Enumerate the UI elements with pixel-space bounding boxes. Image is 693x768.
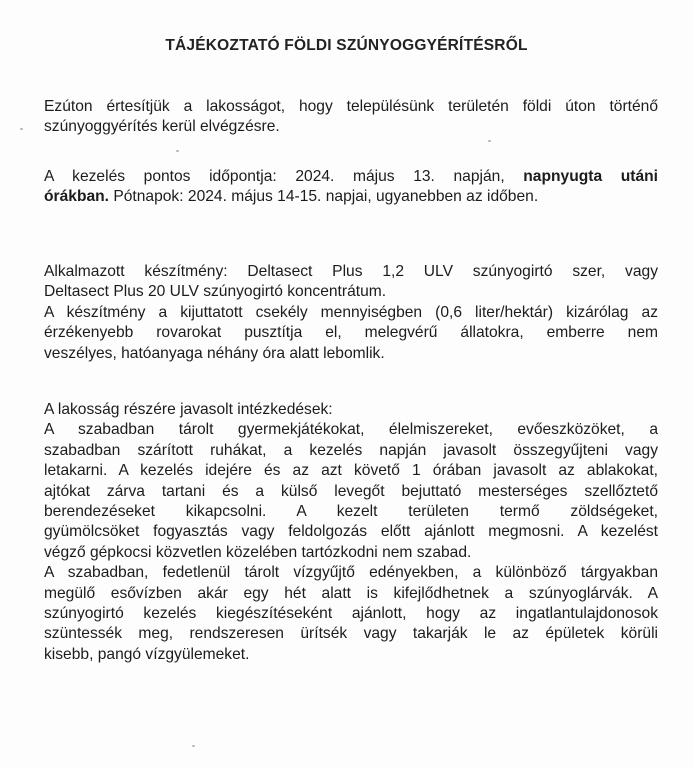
product-line: Alkalmazott készítmény: Deltasect Plus 1,2 ULV szúnyogirtó szer, vagy xyxy=(44,263,658,280)
measures-line: berendezéseket kikapcsolni. A kezelt területen termő zöldségeket, xyxy=(44,503,658,521)
product-line: A készítmény a kijuttatott csekély mennyiségben (0,6 liter/hektár) kizárólag az xyxy=(44,303,658,321)
document-title: TÁJÉKOZTATÓ FÖLDI SZÚNYOGGYÉRÍTÉSRŐL xyxy=(165,37,528,54)
schedule-hours-bold: órákban. xyxy=(44,188,109,206)
schedule-backup-days: Pótnapok: 2024. május 14-15. napjai, ugyanebben az időben. xyxy=(109,188,539,206)
measures-line: kisebb, pangó vízgyülemeket. xyxy=(44,645,250,663)
measures-line: szüntessék meg, rendszeresen ürítsék vagy takarják le az épületek körüli xyxy=(44,625,658,643)
product-line: veszélyes, hatóanyaga néhány óra alatt lebomlik. xyxy=(44,344,385,362)
schedule-line-2 xyxy=(44,187,658,207)
product-line: érzékenyebb rovarokat pusztítja el, melegvérű állatokra, emberre nem xyxy=(44,324,658,342)
measures-line: letakarni. A kezelés idejére és az azt követő 1 órában javasolt az ablakokat, xyxy=(44,462,658,480)
measures-paragraph xyxy=(44,400,658,665)
intro-line-2: szúnyoggyérítés kerül elvégzésre. xyxy=(44,118,280,136)
intro-line-1: Ezúton értesítjük a lakosságot, hogy településünk területén földi úton történő xyxy=(44,98,658,115)
measures-line: gyümölcsöket fogyasztás vagy feldolgozás előtt ajánlott megmosni. A kezelést xyxy=(44,523,658,541)
measures-line: ajtókat zárva tartani és a külső levegőt bejuttató mesterséges szellőztető xyxy=(44,482,658,500)
product-line: Deltasect Plus 20 ULV szúnyogirtó koncentrátum. xyxy=(44,283,387,301)
measures-line: végző gépkocsi közvetlen közelében tartózkodni nem szabad. xyxy=(44,543,472,561)
schedule-line-1 xyxy=(44,167,658,187)
measures-heading: A lakosság részére javasolt intézkedések: xyxy=(44,401,333,418)
measures-line: megülő esővízben akár egy hét alatt is kifejlődhetnek a szúnyoglárvák. A xyxy=(44,584,658,602)
measures-line: szúnyogirtó kezelés kiegészítéseként ajánlott, hogy az ingatlantulajdonosok xyxy=(44,605,658,623)
schedule-paragraph xyxy=(44,167,658,208)
measures-line: szabadban szárított ruhákat, a kezelés napján javasolt összegyűjteni vagy xyxy=(44,441,658,459)
measures-line: A szabadban, fedetlenül tárolt vízgyűjtő edényekben, a különböző tárgyakban xyxy=(44,564,658,582)
scan-speck xyxy=(488,140,491,142)
schedule-time-bold: napnyugta utáni xyxy=(523,168,658,185)
scan-speck xyxy=(176,150,179,152)
scan-speck xyxy=(192,745,195,747)
intro-paragraph xyxy=(44,97,658,138)
schedule-date-text: A kezelés pontos időpontja: 2024. május 13. napján, xyxy=(44,168,524,185)
product-paragraph xyxy=(44,262,658,364)
scan-speck xyxy=(20,128,23,130)
measures-line: A szabadban tárolt gyermekjátékokat, élelmiszereket, evőeszközöket, a xyxy=(44,421,658,439)
